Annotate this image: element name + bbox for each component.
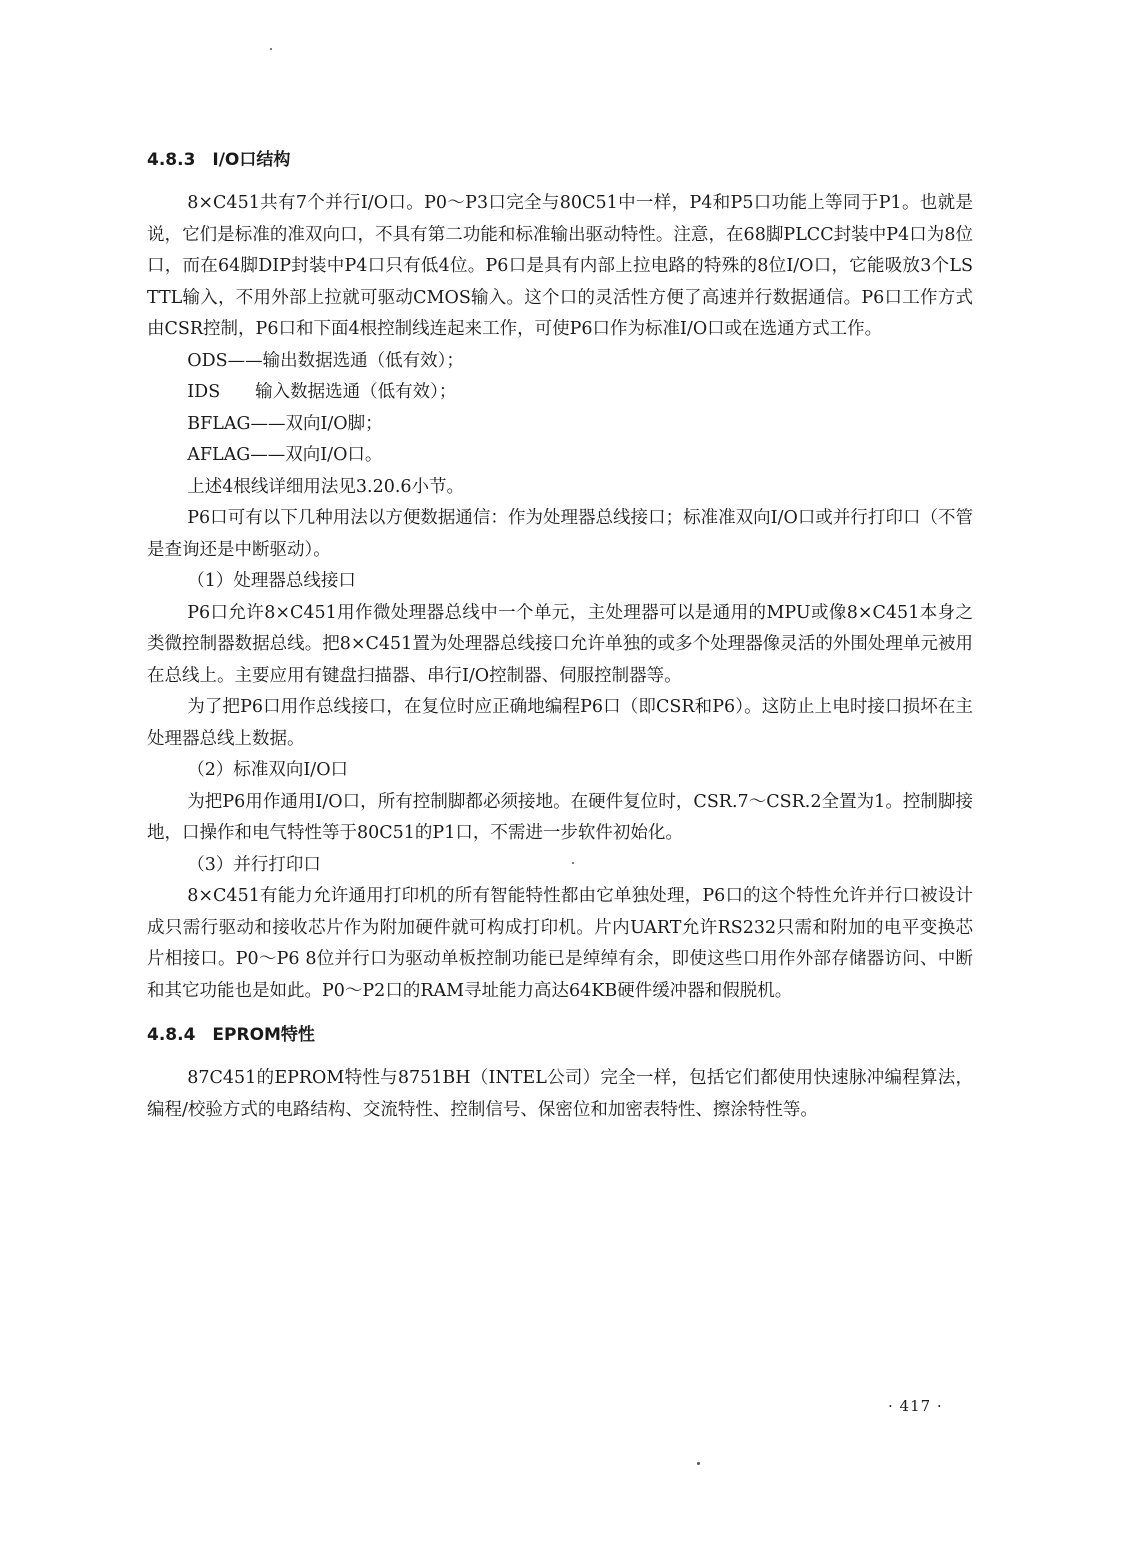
page-content [147, 148, 973, 1126]
paragraph-bidirectional-io: 为把P6用作通用I/O口，所有控制脚都必须接地。在硬件复位时，CSR.7～CSR.2全置为1。控制脚接地，口操作和电气特性等于80C51的P1口，不需进一步软件初始化。 [147, 791, 973, 843]
section-heading-io-structure: 4.8.3 I/O口结构 [147, 150, 291, 170]
signal-ids: IDS 输入数据选通（低有效）； [187, 382, 457, 402]
scan-speck [270, 48, 272, 50]
paragraph-io-overview: 8×C451共有7个并行I/O口。P0～P3口完全与80C51中一样，P4和P5口功能上等同于P1。也就是说，它们是标准的准双向口，不具有第二功能和标准输出驱动特性。注意，在68脚PLCC封装中P4口为8位口，而在64脚DIP封装中P4口只有低4位。P6口是具有内部上拉电路的特殊的8位I/O口，它能吸放3个LS TTL输入，不用外部上拉就可驱动CMOS输入。这个口的灵活性方便了高速并行数据通信。P6口工作方式由CSR控制，P6口和下面4根控制线连起来工作，可使P6口作为标准I/O口或在选通方式工作。 [147, 193, 973, 339]
item-bidirectional-io-title: （2）标准双向I/O口 [187, 760, 349, 780]
signal-reference: 上述4根线详细用法见3.20.6小节。 [187, 476, 465, 497]
scan-speck [697, 1462, 700, 1465]
paragraph-printer-port: 8×C451有能力允许通用打印机的所有智能特性都由它单独处理，P6口的这个特性允许并行口被设计成只需行驱动和接收芯片作为附加硬件就可构成打印机。片内UART允许RS232只需和附加的电平变换芯片相接口。P0～P6 8位并行口为驱动单板控制功能已是绰绰有余，即使这些口用作外部存储器访问、中断和其它功能也是如此。P0～P2口的RAM寻址能力高达64KB硬件缓冲器和假脱机。 [147, 886, 973, 1001]
paragraph-p6-usage: P6口可有以下几种用法以方便数据通信：作为处理器总线接口；标准准双向I/O口或并行打印口（不管是查询还是中断驱动）。 [147, 508, 973, 560]
paragraph-processor-bus: P6口允许8×C451用作微处理器总线中一个单元，主处理器可以是通用的MPU或像8×C451本身之类微控制器数据总线。把8×C451置为处理器总线接口允许单独的或多个处理器像灵活的外围处理单元被用在总线上。主要应用有键盘扫描器、串行I/O控制器、伺服控制器等。 [147, 602, 973, 686]
paragraph-processor-bus-reset: 为了把P6口用作总线接口，在复位时应正确地编程P6口（即CSR和P6）。这防止上电时接口损坏在主处理器总线上数据。 [147, 697, 973, 749]
page-number: · 417 · [888, 1397, 943, 1415]
signal-bflag: BFLAG——双向I/O脚； [187, 413, 383, 434]
signal-ods: ODS——输出数据选通（低有效）； [187, 350, 464, 371]
section-heading-eprom: 4.8.4 EPROM特性 [147, 1025, 315, 1045]
signal-aflag: AFLAG——双向I/O口。 [187, 445, 383, 465]
item-printer-port-title: （3）并行打印口 [187, 854, 321, 875]
item-processor-bus-title: （1）处理器总线接口 [187, 571, 356, 591]
paragraph-eprom: 87C451的EPROM特性与8751BH（INTEL公司）完全一样，包括它们都使用快速脉冲编程算法，编程/校验方式的电路结构、交流特性、控制信号、保密位和加密表特性、擦涂特性等。 [147, 1068, 973, 1120]
